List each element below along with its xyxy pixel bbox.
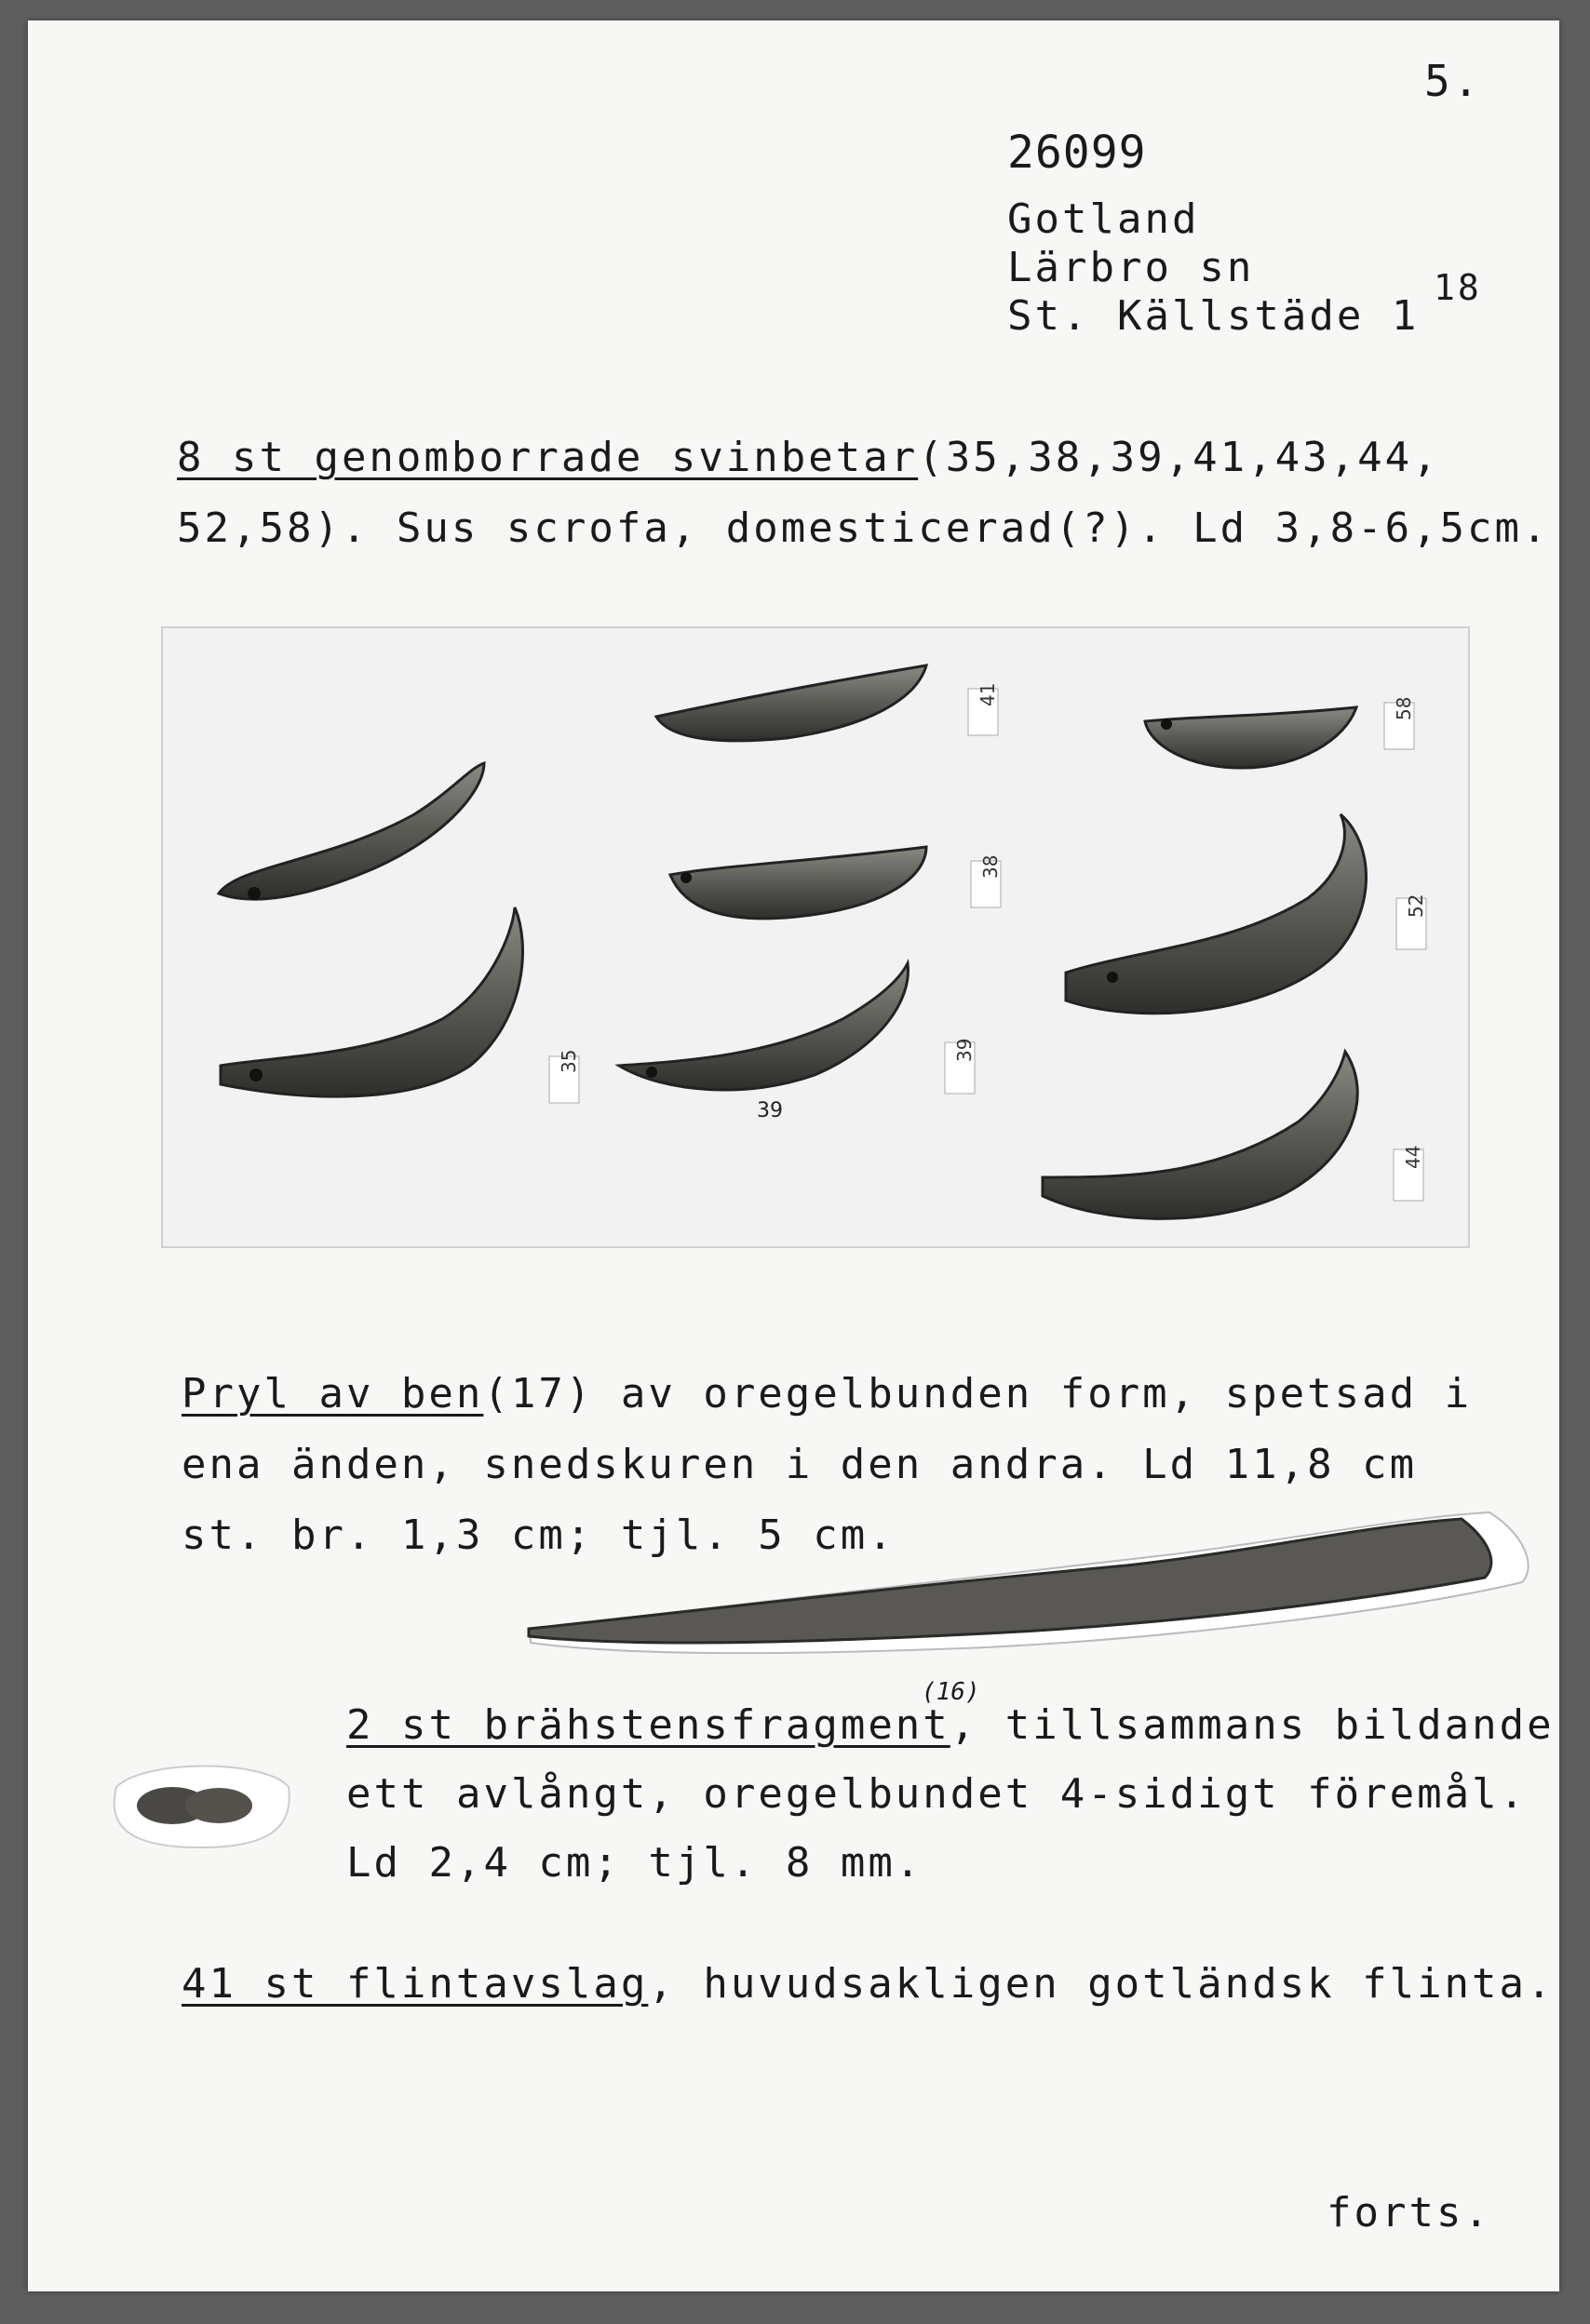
tusk-58 [1145, 707, 1356, 768]
tusk-39 [619, 963, 908, 1090]
site-superscript: 18 [1434, 267, 1482, 308]
site: St. Källstäde 1 [1007, 292, 1420, 340]
label-35: 35 [558, 1049, 580, 1073]
tusks-photograph [161, 626, 1470, 1248]
page-number: 5. [1424, 56, 1482, 106]
entry-3-line-1 [346, 1701, 1555, 1749]
bone-awl-photo [521, 1498, 1545, 1666]
entry-4-rest: , huvudsakligen gotländsk flinta. [648, 1960, 1555, 2008]
entry-1-rest: (35,38,39,41,43,44, [918, 434, 1440, 481]
tusk-44 [1043, 1052, 1357, 1218]
continued-note: forts. [1327, 2189, 1491, 2237]
label-52: 52 [1405, 893, 1427, 918]
label-44: 44 [1402, 1145, 1424, 1169]
tusk-35 [219, 763, 484, 899]
tusk-38 [221, 907, 522, 1096]
entry-3-title: 2 st brähstensfragment [346, 1701, 950, 1749]
entry-2-rest: (17) av oregelbunden form, spetsad i [483, 1370, 1473, 1417]
entry-2-line-1 [182, 1370, 1473, 1417]
label-38: 38 [979, 854, 1002, 879]
tusk-ink-mark: 39 [757, 1099, 783, 1122]
catalog-number: 26099 [1007, 127, 1147, 179]
parish: Lärbro sn [1007, 244, 1255, 291]
entry-1-title: 8 st genomborrade svinbetar [177, 434, 919, 481]
entry-1-line-1 [177, 434, 1440, 481]
label-41: 41 [977, 682, 999, 706]
label-58: 58 [1393, 696, 1415, 720]
tusk-41 [656, 665, 926, 741]
entry-3-rest: , tillsammans bildande [950, 1701, 1555, 1749]
entry-3-line-3: Ld 2,4 cm; tjl. 8 mm. [346, 1839, 923, 1887]
tusk-52 [1066, 814, 1367, 1014]
entry-2-line-3: st. br. 1,3 cm; tjl. 5 cm. [182, 1511, 896, 1559]
tusk-43 [670, 847, 926, 919]
entry-1-line-2: 52,58). Sus scrofa, domesticerad(?). Ld 3,8-6,5cm. [177, 504, 1550, 552]
entry-3-annotation: (16) [922, 1678, 980, 1706]
region: Gotland [1007, 195, 1200, 243]
label-39: 39 [953, 1038, 976, 1062]
stone-fragment-photo [107, 1750, 293, 1852]
entry-2-line-2: ena änden, snedskuren i den andra. Ld 11,8 cm [182, 1441, 1418, 1488]
entry-3-line-2: ett avlångt, oregelbundet 4-sidigt föremål. [346, 1770, 1528, 1818]
entry-2-title: Pryl av ben [182, 1370, 484, 1417]
entry-4-line-1 [182, 1960, 1555, 2008]
entry-4-title: 41 st flintavslag [182, 1960, 649, 2008]
